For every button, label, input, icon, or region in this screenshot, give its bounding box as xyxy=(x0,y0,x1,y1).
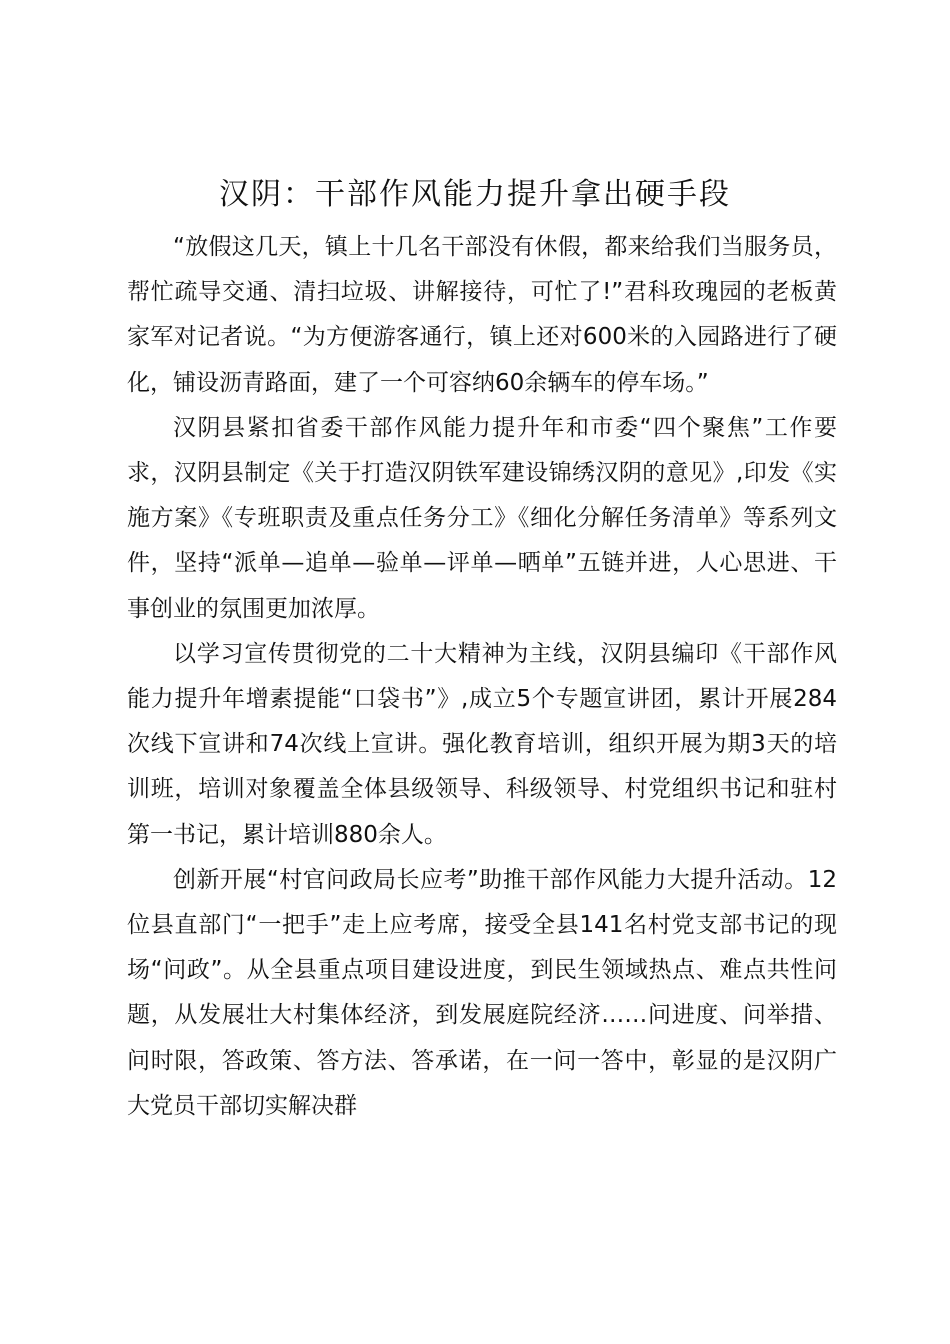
paragraph-4: 创新开展“村官问政局长应考”助推干部作风能力大提升活动。12位县直部门“一把手”走上应考席，接受全县141名村党支部书记的现场“问政”。从全县重点项目建设进度，到民生领域热点、难点共性问题，从发展壮大村集体经济，到发展庭院经济……问进度、问举措、问时限，答政策、答方法、答承诺，在一问一答中，彰显的是汉阴广大党员干部切实解决群 xyxy=(127,866,837,1119)
document-title: 汉阴：干部作风能力提升拿出硬手段 xyxy=(219,177,731,212)
document-body xyxy=(127,225,837,1129)
paragraph-1: “放假这几天，镇上十几名干部没有休假，都来给我们当服务员，帮忙疏导交通、清扫垃圾、讲解接待，可忙了!”君科玫瑰园的老板黄家军对记者说。“为方便游客通行，镇上还对600米的入园路进行了硬化，铺设沥青路面，建了一个可容纳60余辆车的停车场。” xyxy=(127,234,837,396)
paragraph-3: 以学习宣传贯彻党的二十大精神为主线，汉阴县编印《干部作风能力提升年增素提能“口袋书”》,成立5个专题宣讲团，累计开展284次线下宣讲和74次线上宣讲。强化教育培训，组织开展为期3天的培训班，培训对象覆盖全体县级领导、科级领导、村党组织书记和驻村第一书记，累计培训880余人。 xyxy=(127,640,837,848)
paragraph-2: 汉阴县紧扣省委干部作风能力提升年和市委“四个聚焦”工作要求，汉阴县制定《关于打造汉阴铁军建设锦绣汉阴的意见》,印发《实施方案》《专班职责及重点任务分工》《细化分解任务清单》等系列文件，坚持“派单—追单—验单—评单—晒单”五链并进，人心思进、干事创业的氛围更加浓厚。 xyxy=(127,414,837,622)
